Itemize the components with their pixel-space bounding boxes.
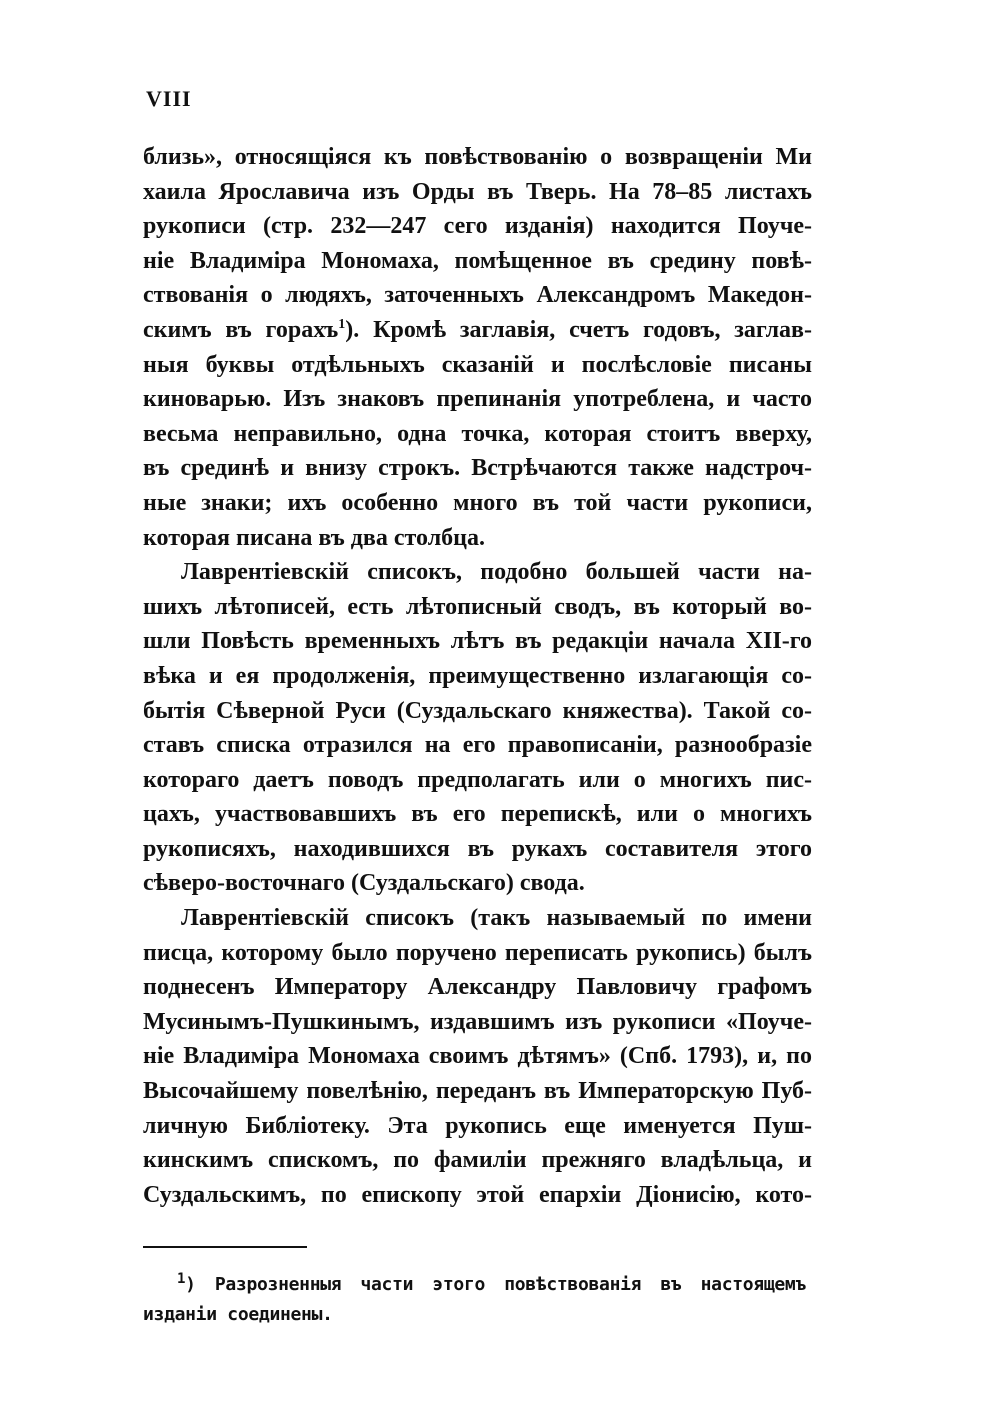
text-line: Высочайшему повелѣнію, переданъ въ Императорскую Пуб- [143,1078,812,1105]
text-line: цахъ, участвовавшихъ въ его перепискѣ, или о многихъ [143,801,812,828]
text-line: шли Повѣсть временныхъ лѣтъ въ редакціи начала XII-го [143,628,812,655]
text-line: Суздальскимъ, по епископу этой епархіи Діонисію, кото- [143,1181,812,1208]
text-fragment: скимъ въ горахъ [143,316,339,343]
text-line: близь», относящіяся къ повѣствованію о возвращеніи Ми [143,144,812,170]
text-line: ніе Владиміра Мономаха своимъ дѣтямъ» (Спб. 1793), и, по [143,1043,812,1070]
footnote-line: изданіи соединены. [143,1304,333,1325]
footnote-reference: 1 [338,316,346,332]
page-number: VIII [146,86,192,111]
text-line: ныя буквы отдѣльныхъ сказаній и послѣсловіе писаны [143,351,812,378]
text-line: киноварью. Изъ знаковъ препинанія употреблена, и часто [143,386,812,413]
text-line: писца, которому было поручено переписать рукопись) былъ [143,939,812,966]
text-line: бытія Сѣверной Руси (Суздальскаго княжества). Такой со- [143,697,812,724]
text-line: въ срединѣ и внизу строкъ. Встрѣчаются также надстроч- [143,455,812,482]
text-line: ствованія о людяхъ, заточенныхъ Александромъ Македон- [143,282,812,309]
footnote-text: ) Разрозненныя части этого повѣствованія въ настоящемъ [185,1274,806,1295]
main-text [143,140,812,1212]
footnotes [143,1270,806,1330]
text-line: вѣка и ея продолженія, преимущественно излагающія со- [143,662,812,689]
text-line: котораго даетъ поводъ предполагать или о многихъ пис- [143,766,812,793]
footnote-divider [143,1246,307,1248]
text-line: сѣверо-восточнаго (Суздальскаго) свода. [143,870,585,897]
text-line: Мусинымъ-Пушкинымъ, издавшимъ изъ рукописи «Поуче- [143,1008,812,1035]
text-line: ные знаки; ихъ особенно много въ той части рукописи, [143,489,812,516]
text-line: ніе Владиміра Мономаха, помѣщенное въ средину повѣ- [143,247,812,274]
text-line: шихъ лѣтописей, есть лѣтописный сводъ, въ который во- [143,593,812,620]
text-line: Лаврентіевскій списокъ (такъ называемый по имени [181,905,812,932]
text-line: весьма неправильно, одна точка, которая стоитъ вверху, [143,420,812,447]
text-line: личную Библіотеку. Эта рукопись еще именуется Пуш- [143,1112,812,1139]
text-line: рукописи (стр. 232—247 сего изданія) находится Поуче- [143,213,812,240]
text-line: хаила Ярославича изъ Орды въ Тверь. На 78–85 листахъ [143,178,812,205]
text-line: поднесенъ Императору Александру Павловичу графомъ [143,974,812,1001]
text-fragment: ). Кромѣ заглавія, счетъ годовъ, заглав- [345,316,812,343]
text-line: которая писана въ два столбца. [143,524,485,551]
text-line: ставъ списка отразился на его правописаніи, разнообразіе [143,732,812,759]
text-line: кинскимъ спискомъ, по фамиліи прежняго владѣльца, и [143,1147,812,1174]
footnote-line [143,1270,806,1300]
footnote-marker: 1 [177,1271,186,1287]
text-line: рукописяхъ, находившихся въ рукахъ составителя этого [143,835,812,862]
text-line [143,313,812,348]
text-line: Лаврентіевскій списокъ, подобно большей части на- [181,559,812,586]
